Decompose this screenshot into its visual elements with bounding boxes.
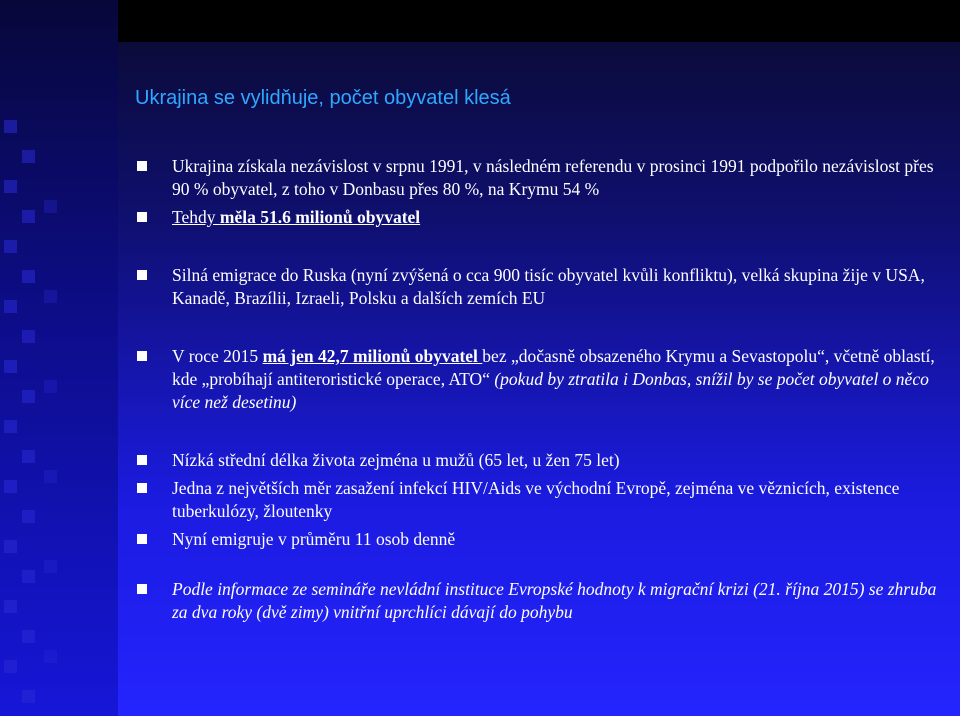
decor-square <box>22 690 35 703</box>
decor-square <box>4 480 17 493</box>
bullet-text: Nyní emigruje v průměru 11 osob denně <box>172 529 456 549</box>
decor-square <box>4 240 17 253</box>
decor-square <box>22 570 35 583</box>
bullet-population-then <box>137 206 937 229</box>
bullet-text: Ukrajina získala nezávislost v srpnu 1991, v následném referendu v prosinci 1991 podpořilo nezávislost přes 90 % obyvatel, z toho v Donbasu přes 80 %, na Krymu 54 % <box>172 156 934 199</box>
bullet-italic: Podle informace ze semináře nevládní instituce Evropské hodnoty k migrační krizi (21. října 2015) se zhruba za dva roky (dvě zimy) vnitřní uprchlíci dávají do pohybu <box>172 579 937 622</box>
decor-square <box>4 120 17 133</box>
bullet-marker <box>137 455 147 465</box>
bullet-marker <box>137 212 147 222</box>
decor-square <box>22 510 35 523</box>
bullet-marker <box>137 351 147 361</box>
left-decor-strip <box>0 0 118 716</box>
decor-square <box>4 300 17 313</box>
bullet-text: Tehdy <box>172 207 220 227</box>
decor-square <box>4 540 17 553</box>
bullet-emigration-daily <box>137 528 937 551</box>
bullet-list <box>137 155 937 624</box>
decor-square <box>22 210 35 223</box>
bullet-text: Nízká střední délka života zejména u mužů (65 let, u žen 75 let) <box>172 450 620 470</box>
bullet-seminar-info <box>137 578 937 624</box>
slide-title: Ukrajina se vylidňuje, počet obyvatel klesá <box>135 87 511 109</box>
decor-square <box>22 450 35 463</box>
bullet-marker <box>137 161 147 171</box>
decor-square <box>44 290 57 303</box>
decor-square <box>4 420 17 433</box>
bullet-emigration <box>137 264 937 310</box>
decor-square <box>22 390 35 403</box>
bullet-emphasis: má jen 42,7 milionů obyvatel <box>262 346 483 366</box>
decor-square <box>44 200 57 213</box>
decor-square <box>44 380 57 393</box>
bullet-population-2015 <box>137 345 937 414</box>
bullet-text: Silná emigrace do Ruska (nyní zvýšená o cca 900 tisíc obyvatel kvůli konfliktu), velká skupina žije v USA, Kanadě, Brazílii, Izraeli, Polsku a dalších zemích EU <box>172 265 925 308</box>
bullet-marker <box>137 483 147 493</box>
bullet-text: Jedna z největších měr zasažení infekcí HIV/Aids ve východní Evropě, zejména ve věznicích, existence tuberkulózy, žloutenky <box>172 478 900 521</box>
decor-square <box>22 330 35 343</box>
bullet-marker <box>137 270 147 280</box>
bullet-hiv <box>137 477 937 523</box>
decor-square <box>22 270 35 283</box>
decor-square <box>4 180 17 193</box>
bullet-marker <box>137 534 147 544</box>
bullet-marker <box>137 584 147 594</box>
bullet-text: bez „dočasně obsazeného Krymu a Sevastopolu“, včetně oblastí, kde „probíhají antiteroristické operace, ATO“ <box>172 346 935 389</box>
bullet-life-expectancy <box>137 449 937 472</box>
decor-square <box>22 630 35 643</box>
decor-square <box>22 150 35 163</box>
bullet-independence <box>137 155 937 201</box>
decor-square <box>44 470 57 483</box>
decor-square <box>4 360 17 373</box>
decor-square <box>4 660 17 673</box>
bullet-emphasis: měla 51.6 milionů obyvatel <box>219 207 421 227</box>
decor-square <box>44 560 57 573</box>
bullet-text: V roce 2015 <box>172 346 263 366</box>
top-black-bar <box>118 0 960 42</box>
decor-square <box>44 650 57 663</box>
decor-square <box>4 600 17 613</box>
bullet-italic: (pokud by ztratila i Donbas, snížil by se počet obyvatel o něco více než desetinu) <box>172 369 929 412</box>
